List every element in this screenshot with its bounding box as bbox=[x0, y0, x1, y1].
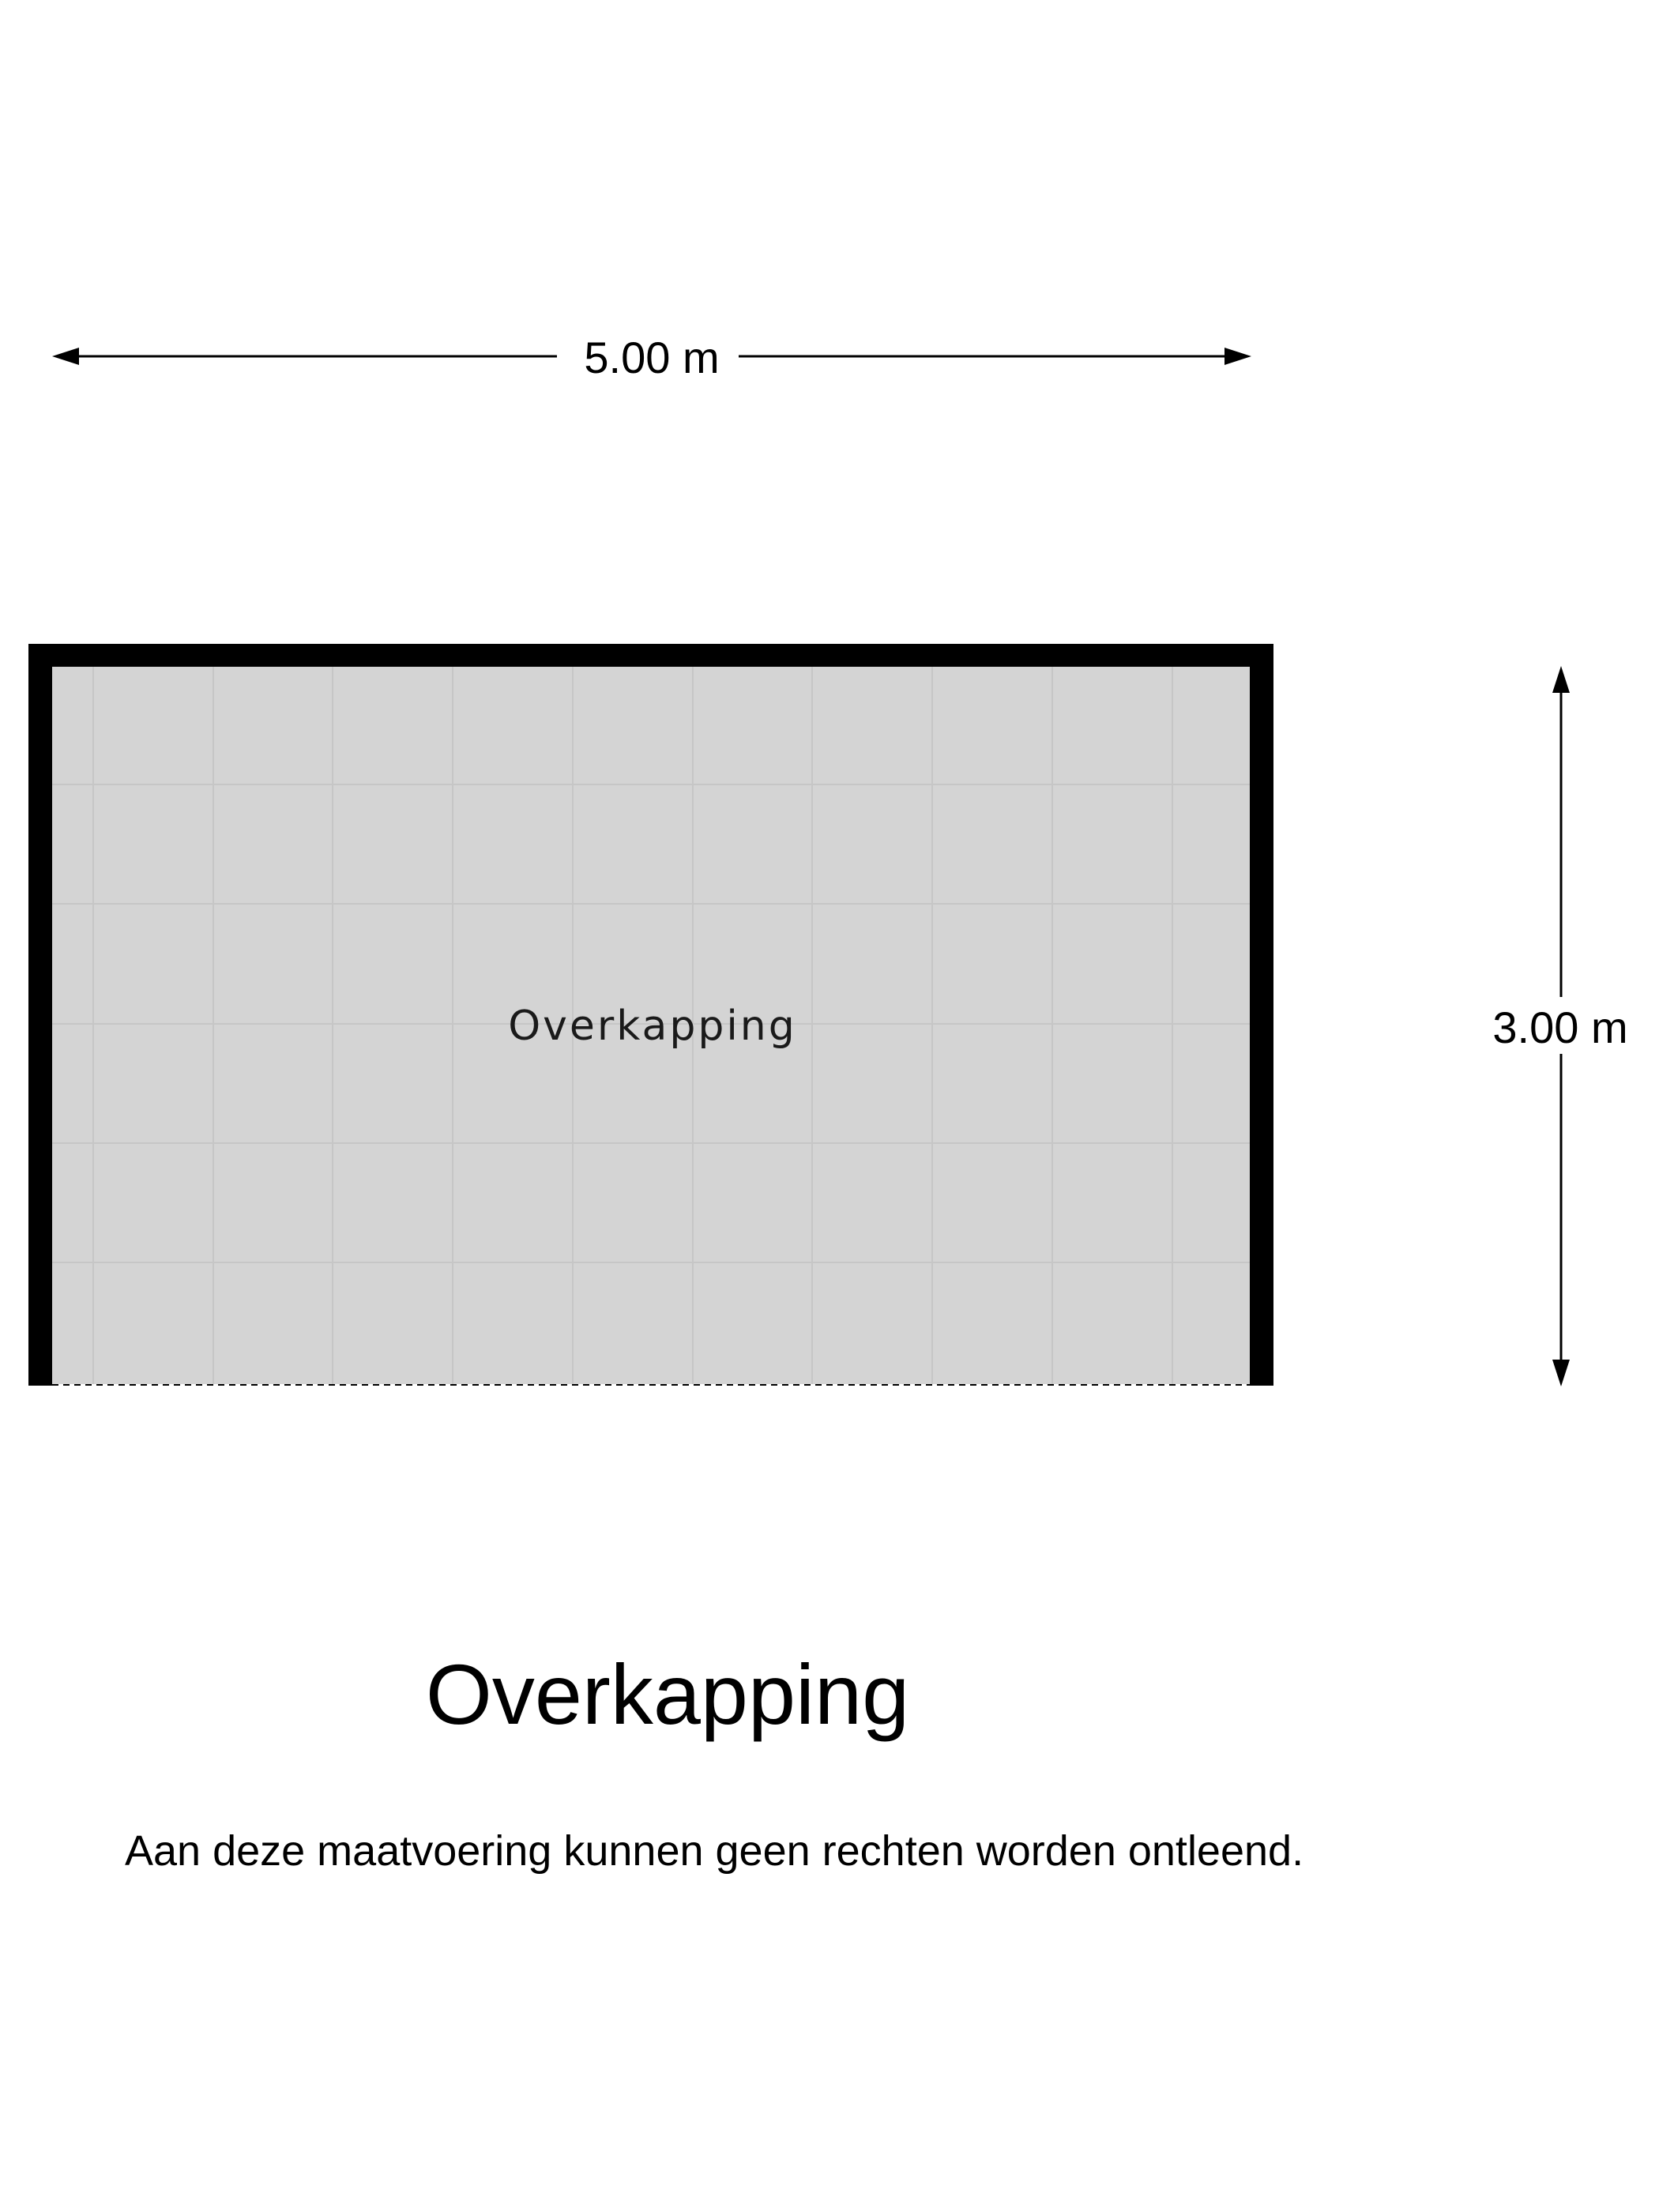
width-dimension bbox=[52, 333, 1251, 382]
room-overkapping bbox=[28, 644, 1273, 1386]
width-dimension-label: 5.00 m bbox=[584, 333, 720, 382]
depth-dimension-label: 3.00 m bbox=[1492, 1003, 1628, 1052]
plan-title: Overkapping bbox=[425, 1646, 910, 1742]
wall-top bbox=[28, 644, 1273, 667]
arrow-right-icon bbox=[1224, 348, 1251, 365]
room-label: Overkapping bbox=[508, 1003, 797, 1050]
disclaimer-text: Aan deze maatvoering kunnen geen rechten worden ontleend. bbox=[125, 1827, 1304, 1875]
wall-right bbox=[1250, 644, 1273, 1386]
arrow-down-icon bbox=[1552, 1360, 1570, 1386]
depth-dimension bbox=[1492, 666, 1627, 1386]
wall-left bbox=[28, 644, 52, 1386]
arrow-up-icon bbox=[1552, 666, 1570, 693]
arrow-left-icon bbox=[52, 348, 79, 365]
